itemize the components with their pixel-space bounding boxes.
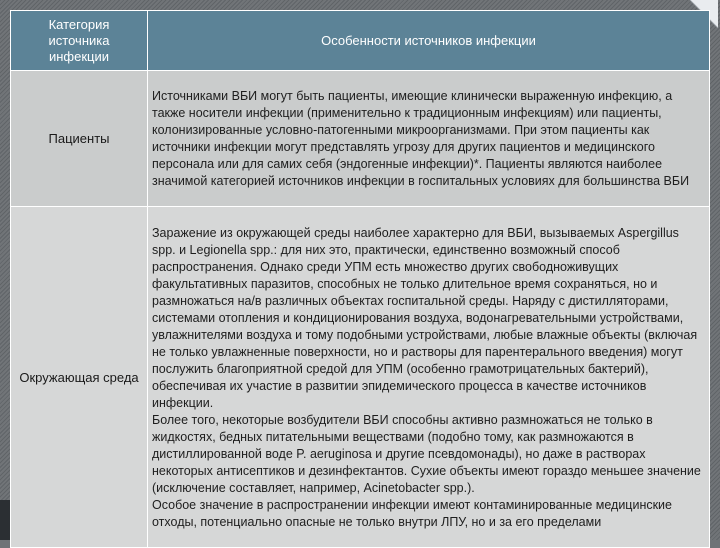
corner-decoration — [0, 500, 10, 540]
row-category-patients: Пациенты — [11, 71, 148, 207]
table-row-environment — [11, 207, 710, 548]
row-category-environment: Окружающая среда — [11, 207, 148, 548]
table-row-patients — [11, 71, 710, 207]
row-description-patients — [148, 71, 710, 207]
row-description-environment — [148, 207, 710, 548]
infection-sources-table — [10, 10, 710, 548]
description-paragraph: Заражение из окружающей среды наиболее характерно для ВБИ, вызываемых Aspergillus spp. и Legionella spp.: для них это, практически, единственно возможный способ распространения. Однако среди УПМ есть множество других свободноживущих факультативных паразитов, способных не только длительное время сохраняться, но и размножаться на/в различных объектах госпитальной среды. Наряду с дистилляторами, системами отопления и кондиционирования воздуха, водонагревательными устройствами, увлажнителями воздуха и тому подобными устройствами, любые влажные объекты (включая не только увлажненные поверхности, но и растворы для парентерального введения) могут послужить благоприятной средой для УПМ (особенно грамотрицательных бактерий), обеспечивая их участие в развитии эпидемического процесса в качестве источников инфекции. — [152, 225, 698, 410]
header-category: Категория источника инфекции — [11, 11, 148, 71]
table-header-row — [11, 11, 710, 71]
description-paragraph: Источниками ВБИ могут быть пациенты, имеющие клинически выраженную инфекцию, а также носители инфекции (применительно к традиционным инфекциям) или пациенты, колонизированные условно-патогенными микроорганизмами. При этом пациенты как источники инфекции могут представлять угрозу для других пациентов и медицинского персонала или для самих себя (эндогенные инфекции)*. Пациенты являются наиболее значимой категорией источников инфекции в госпитальных условиях для большинства ВБИ — [152, 89, 690, 188]
header-features: Особенности источников инфекции — [148, 11, 710, 71]
description-paragraph: Особое значение в распространении инфекции имеют контаминированные медицинские отходы, потенциально опасные не только внутри ЛПУ, но и за его пределами — [152, 497, 672, 529]
description-paragraph: Более того, некоторые возбудители ВБИ способны активно размножаться не только в жидкостях, бедных питательными веществами (подобно тому, как размножаются в дистиллированной воде P. aeruginosa и другие псевдомонады), но даже в растворах некоторых антисептиков и дезинфектантов. Сухие объекты имеют гораздо меньшее значение (исключение составляет, например, Acinetobacter spp.). — [152, 412, 701, 495]
